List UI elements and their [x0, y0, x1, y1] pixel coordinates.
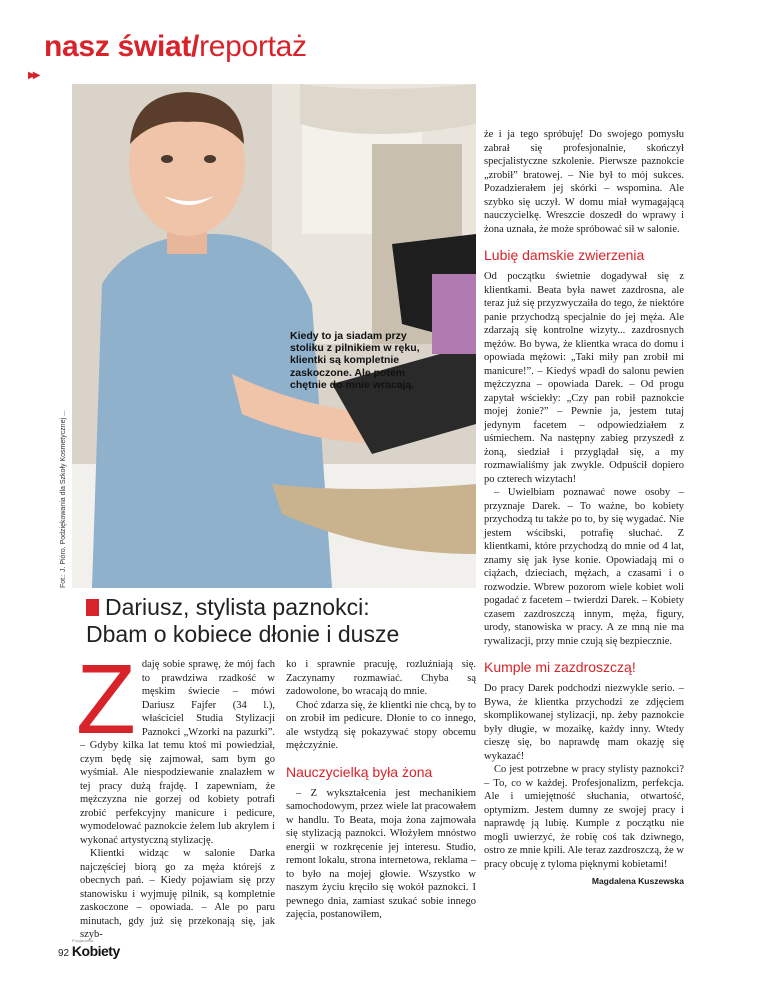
article-column-2 — [286, 658, 476, 922]
section-header — [44, 30, 307, 64]
magazine-logo: Przyjaciółka Kobiety — [72, 943, 120, 959]
double-arrow-icon: ▶▶ — [28, 70, 38, 81]
article-column-1 — [76, 644, 275, 942]
author-byline: Magdalena Kuszewska — [591, 876, 684, 886]
paragraph: – Uwielbiam poznawać nowe osoby – przyznaje Darek. – To ważne, bo kobiety przychodzą tu także po to, by się wygadać. Nie jestem wścibski, potrafię słuchać. Z klientkami, które przychodzą do mnie od 4 lat, znamy się jak łyse konie. Opowiadają mi o ciążach, dzieciach, mężach, a czasami i o rozwodzie. Wbrew pozorom wiele kobiet woli pogadać z facetem – twierdzi Darek. – Kobiety czasem zazdroszczą innym, męża, figury, urody, stanowiska w pracy. A ze mną nie ma rywalizacji, przy mnie czują się bezpiecznie. — [484, 487, 684, 647]
section-subname: reportaż — [199, 30, 307, 63]
title-line-2: Dbam o kobiece dłonie i dusze — [86, 621, 400, 647]
drop-cap: Z — [76, 644, 136, 754]
article-title — [86, 594, 399, 648]
paragraph: – Z wykształcenia jest mechanikiem samochodowym, przez wiele lat pracowałem w handlu. To Beata, moja żona zajmowała się stylizacją paznokci. Włożyłem mnóstwo energii w rozkręcenie jej interesu. Studio, remont lokalu, strona internetowa, reklama – to było na mojej głowie. Wszystko w naszym życiu kręciło się wokół paznokci. I pewnego dnia, zamiast szukać sobie innego zajęcia, postanowiłem, — [286, 787, 476, 920]
paragraph: Choć zdarza się, że klientki nie chcą, by to on zrobił im pedicure. Dłonie to co innego, ale wstydzą się pokazywać stopy obcemu mężczyźnie. — [286, 699, 476, 751]
subheading: Lubię damskie zwierzenia — [484, 247, 645, 263]
paragraph: Od początku świetnie dogadywał się z klientkami. Beata była nawet zazdrosna, ale teraz już się przyzwyczaiła do tego, że niektóre panie przychodzą specjalnie do jej męża. Ale zdarzają się kontrolne wizyty... zazdrosnych mężów. Bo bywa, że klientka wraca do domu i opowiada mężowi: „Taki miły pan zrobił mi manicure!”. – Kiedyś wpadł do salonu pewien mężczyzna – opowiada Darek. – Od progu zapytał wściekły: „Czy pan robił paznokcie mojej żonie?” – Pewnie ja, jestem tutaj jedynym facetem – odpowiedziałem z uśmiechem. Na następny zabieg przyszedł z żoną, siedział i przyglądał się, a my rozmawialiśmy jak zwykle. Odpuścił dopiero po czterech wizytach! — [484, 271, 684, 485]
paragraph: Klientki widząc w salonie Darka najczęściej biorą go za męża którejś z obecnych pań. – Kiedy pojawiam się przy stanowisku i wyjmuję pilnik, są kompletnie zaskoczone – opowiada. – Ale po paru minutach, gdy już się przekonają się, jak szyb- — [80, 848, 275, 940]
paragraph: że i ja tego spróbuję! Do swojego pomysłu zabrał się profesjonalnie, skończył specjalistyczne szkolenie. Pierwsze paznokcie „zrobił” bratowej. – Nie był to mój sukces. Pozadzierałem jej skórki – wspomina. Ale szybko się uczył. W domu miał wymagającą nauczycielkę. Wreszcie doszedł do wprawy i żona uznała, że może spróbować sił w salonie. — [484, 129, 684, 235]
title-line-1: Dariusz, stylista paznokci: — [105, 594, 370, 620]
paragraph: Co jest potrzebne w pracy stylisty paznokci? – To, co w każdej. Profesjonalizm, perfekcja. Ale i umiejętność słuchania, otwartość, optymizm. Jestem dumny ze swojej pracy i naprawdę ją lubię. Kumple z początku nie mogli uwierzyć, że robię coś tak dziwnego, ostro ze mnie kpili. Ale teraz zazdroszczą, że w pracy obcuję z tyloma pięknymi kobietami! — [484, 764, 684, 870]
section-name: nasz świat/ — [44, 30, 200, 63]
subheading: Nauczycielką była żona — [286, 763, 433, 780]
red-square-icon — [86, 599, 99, 616]
pull-quote: Kiedy to ja siadam przy stoliku z pilnikiem w ręku, klientki są kompletnie zaskoczone. Ale potem chętnie do mnie wracają. — [290, 330, 420, 391]
subheading: Kumple mi zazdroszczą! — [484, 659, 636, 675]
paragraph: daję sobie sprawę, że mój fach to prawdziwa rzadkość w męskim świecie – mówi Dariusz Fajfer (34 l.), właściciel Studia Stylizacji Paznokci „Wzorki na pazurki”. – Gdyby kilka lat temu ktoś mi powiedział, czym będę się zajmował, sam bym go wyśmiał. Ale niespodziewanie znalazłem w tej pracy dużą frajdę. I zapewniam, że mężczyzna nie gorzej od kobiety potrafi zrobić perfekcyjny manicure i pedicure, wymodelować paznokcie żelem lub akrylem i wykonać artystyczną stylizację. — [80, 659, 275, 846]
photo-credit: Fot.: J. Pióro. Podziękowania dla Szkoły Kosmetycznej ... — [60, 410, 67, 588]
paragraph: ko i sprawnie pracuję, rozluźniają się. Zaczynamy rozmawiać. Chyba są zadowolone, bo wracają do mnie. — [286, 659, 476, 697]
page-number: 92 — [58, 948, 70, 959]
page-footer — [58, 943, 120, 959]
article-column-3 — [484, 128, 684, 889]
paragraph: Do pracy Darek podchodzi niezwykle serio. – Bywa, że klientka przychodzi ze zdjęciem skomplikowanej stylizacji, np. żeby paznokcie były długie, w mozaikę, każdy inny. Wtedy cieszę się, bo naprawdę mam okazję się wykazać! — [484, 683, 684, 762]
